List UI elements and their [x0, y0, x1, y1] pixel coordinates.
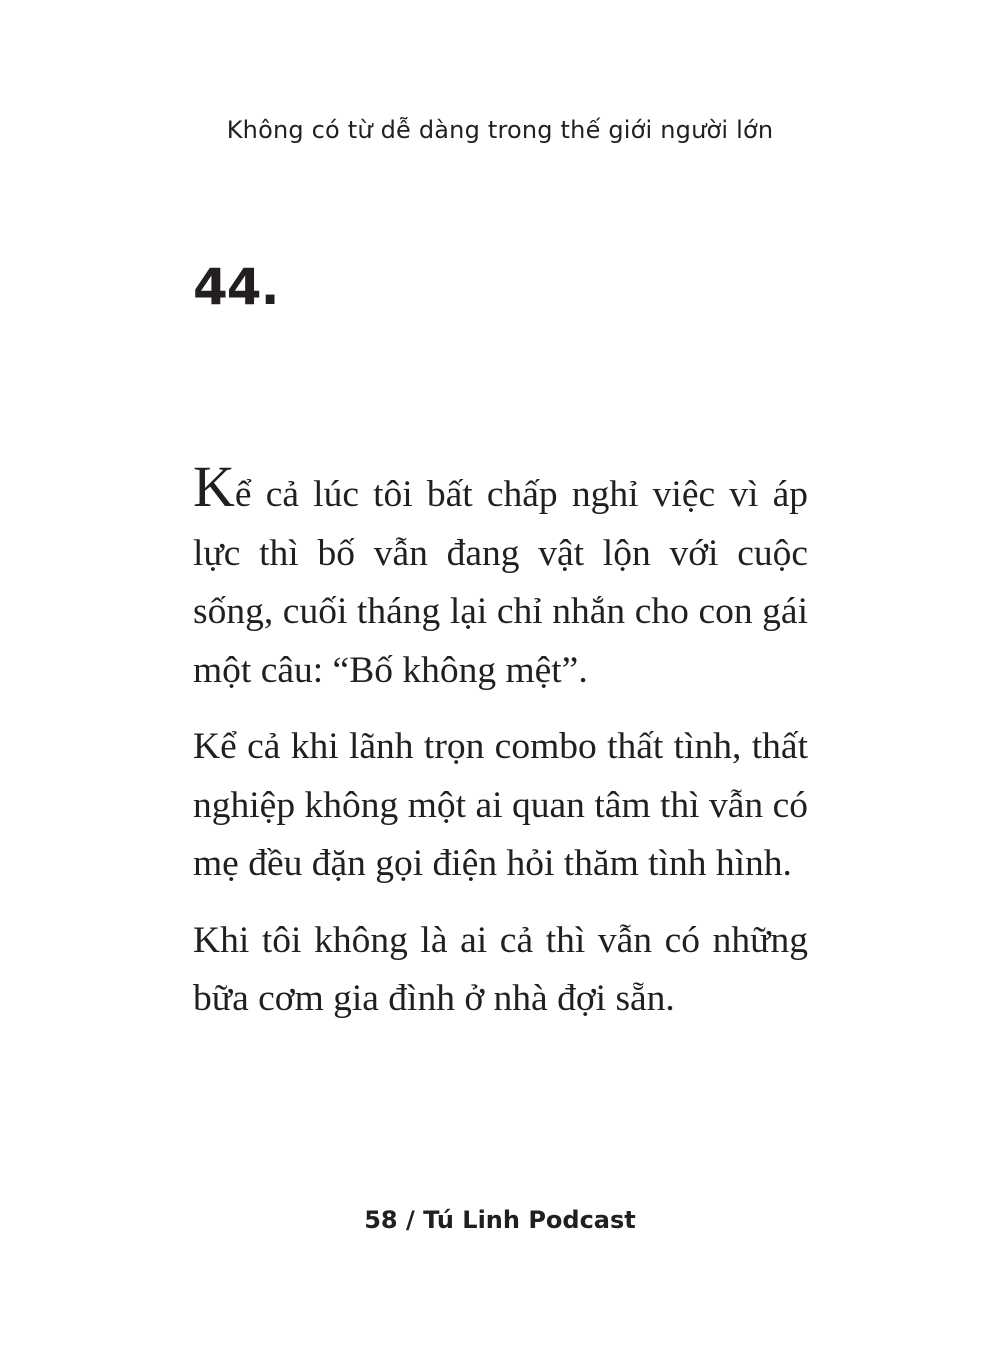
- paragraph-1-text: ể cả lúc tôi bất chấp nghỉ việc vì áp lực thì bố vẫn đang vật lộn với cuộc sống, cuối tháng lại chỉ nhắn cho con gái một câu: “Bố không mệt”.: [193, 474, 808, 691]
- running-header: Không có từ dễ dàng trong thế giới người lớn: [226, 116, 774, 144]
- body-text: [193, 454, 808, 1047]
- page-footer: 58 / Tú Linh Podcast: [364, 1206, 636, 1234]
- paragraph-3: Khi tôi không là ai cả thì vẫn có những bữa cơm gia đình ở nhà đợi sẵn.: [193, 919, 808, 1019]
- paragraph-1: [193, 454, 808, 700]
- paragraph-2: Kể cả khi lãnh trọn combo thất tình, thất nghiệp không một ai quan tâm thì vẫn có mẹ đều đặn gọi điện hỏi thăm tình hình.: [193, 726, 808, 884]
- chapter-number: 44.: [193, 258, 279, 316]
- drop-cap: K: [193, 454, 235, 519]
